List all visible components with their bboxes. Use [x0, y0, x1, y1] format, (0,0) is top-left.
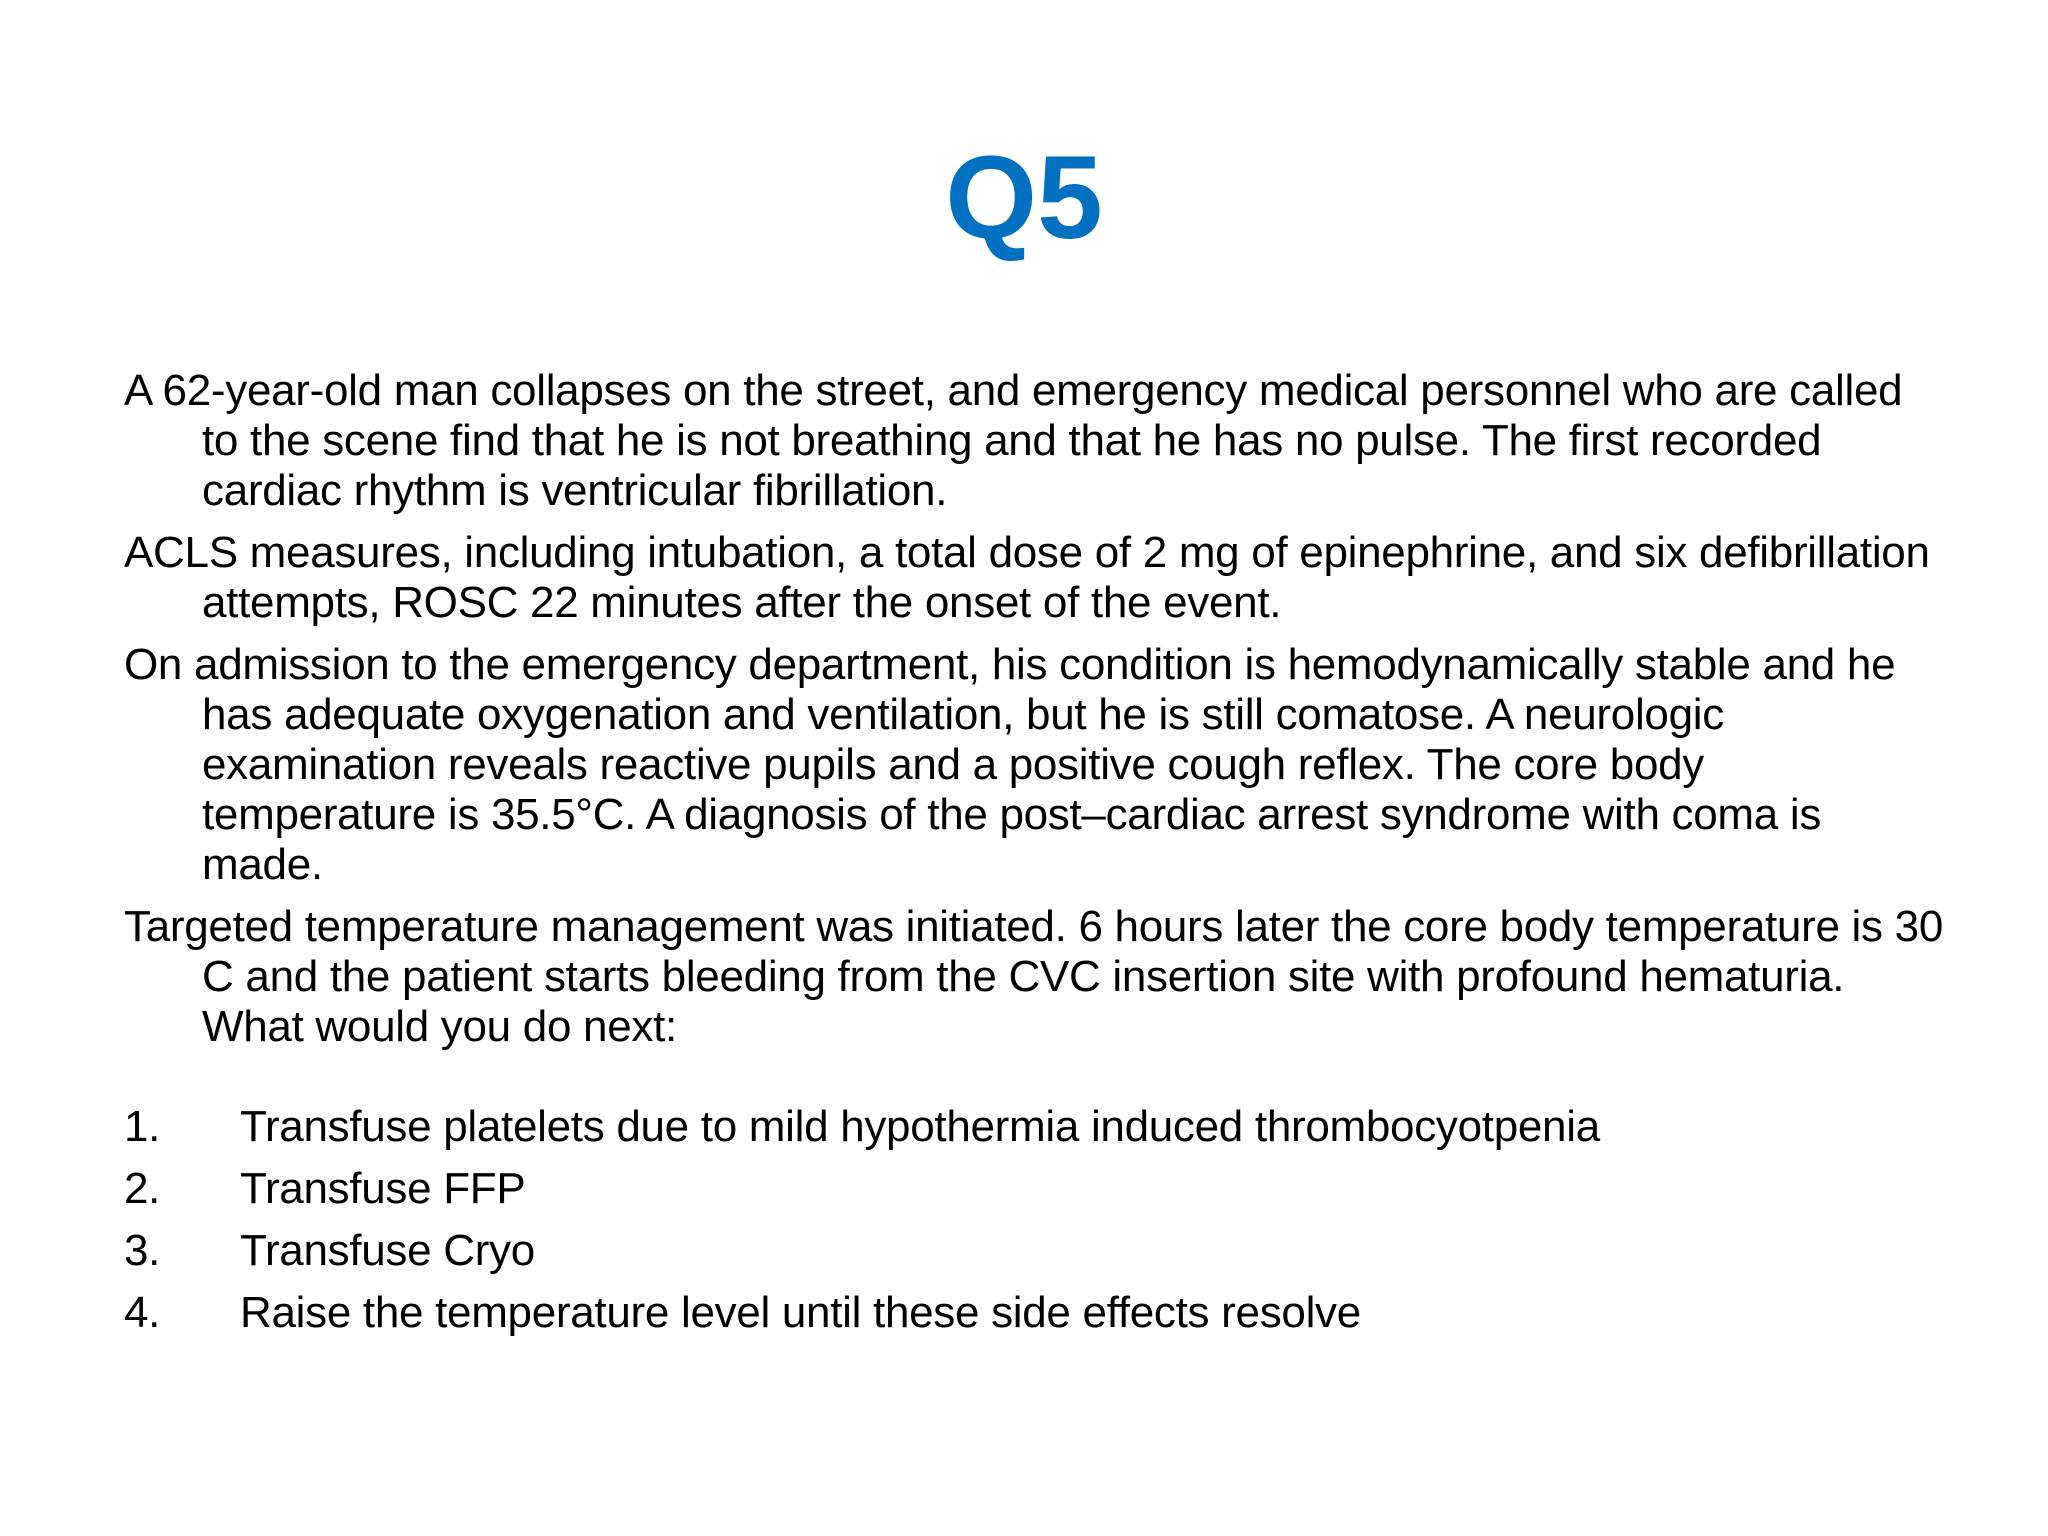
- question-body: [124, 366, 1944, 1350]
- question-paragraph: Targeted temperature management was initiated. 6 hours later the core body temperature is 30 C and the patient starts bleeding from the CVC insertion site with profound hematuria. What would you do next:: [124, 902, 1943, 1051]
- answer-option-1: [124, 1102, 1944, 1152]
- option-number: 3.: [124, 1226, 161, 1275]
- option-number: 4.: [124, 1288, 161, 1337]
- answer-options-list: [124, 1102, 1944, 1338]
- option-text: Transfuse Cryo: [240, 1226, 535, 1275]
- answer-option-4: [124, 1288, 1944, 1338]
- option-number: 1.: [124, 1102, 161, 1151]
- question-paragraph: A 62-year-old man collapses on the street, and emergency medical personnel who are called to the scene find that he is not breathing and that he has no pulse. The first recorded cardiac rhythm is ventricular fibrillation.: [124, 366, 1903, 515]
- question-paragraph: ACLS measures, including intubation, a total dose of 2 mg of epinephrine, and six defibrillation attempts, ROSC 22 minutes after the onset of the event.: [124, 528, 1930, 627]
- slide-title: Q5: [945, 132, 1103, 264]
- answer-option-3: [124, 1226, 1944, 1276]
- option-text: Transfuse FFP: [240, 1164, 526, 1213]
- option-text: Raise the temperature level until these side effects resolve: [240, 1288, 1361, 1337]
- answer-option-2: [124, 1164, 1944, 1214]
- option-text: Transfuse platelets due to mild hypothermia induced thrombocyotpenia: [240, 1102, 1600, 1151]
- question-paragraph: On admission to the emergency department, his condition is hemodynamically stable and he has adequate oxygenation and ventilation, but he is still comatose. A neurologic examination reveals reactive pupils and a positive cough reflex. The core body temperature is 35.5°C. A diagnosis of the post–cardiac arrest syndrome with coma is made.: [124, 640, 1896, 889]
- option-number: 2.: [124, 1164, 161, 1213]
